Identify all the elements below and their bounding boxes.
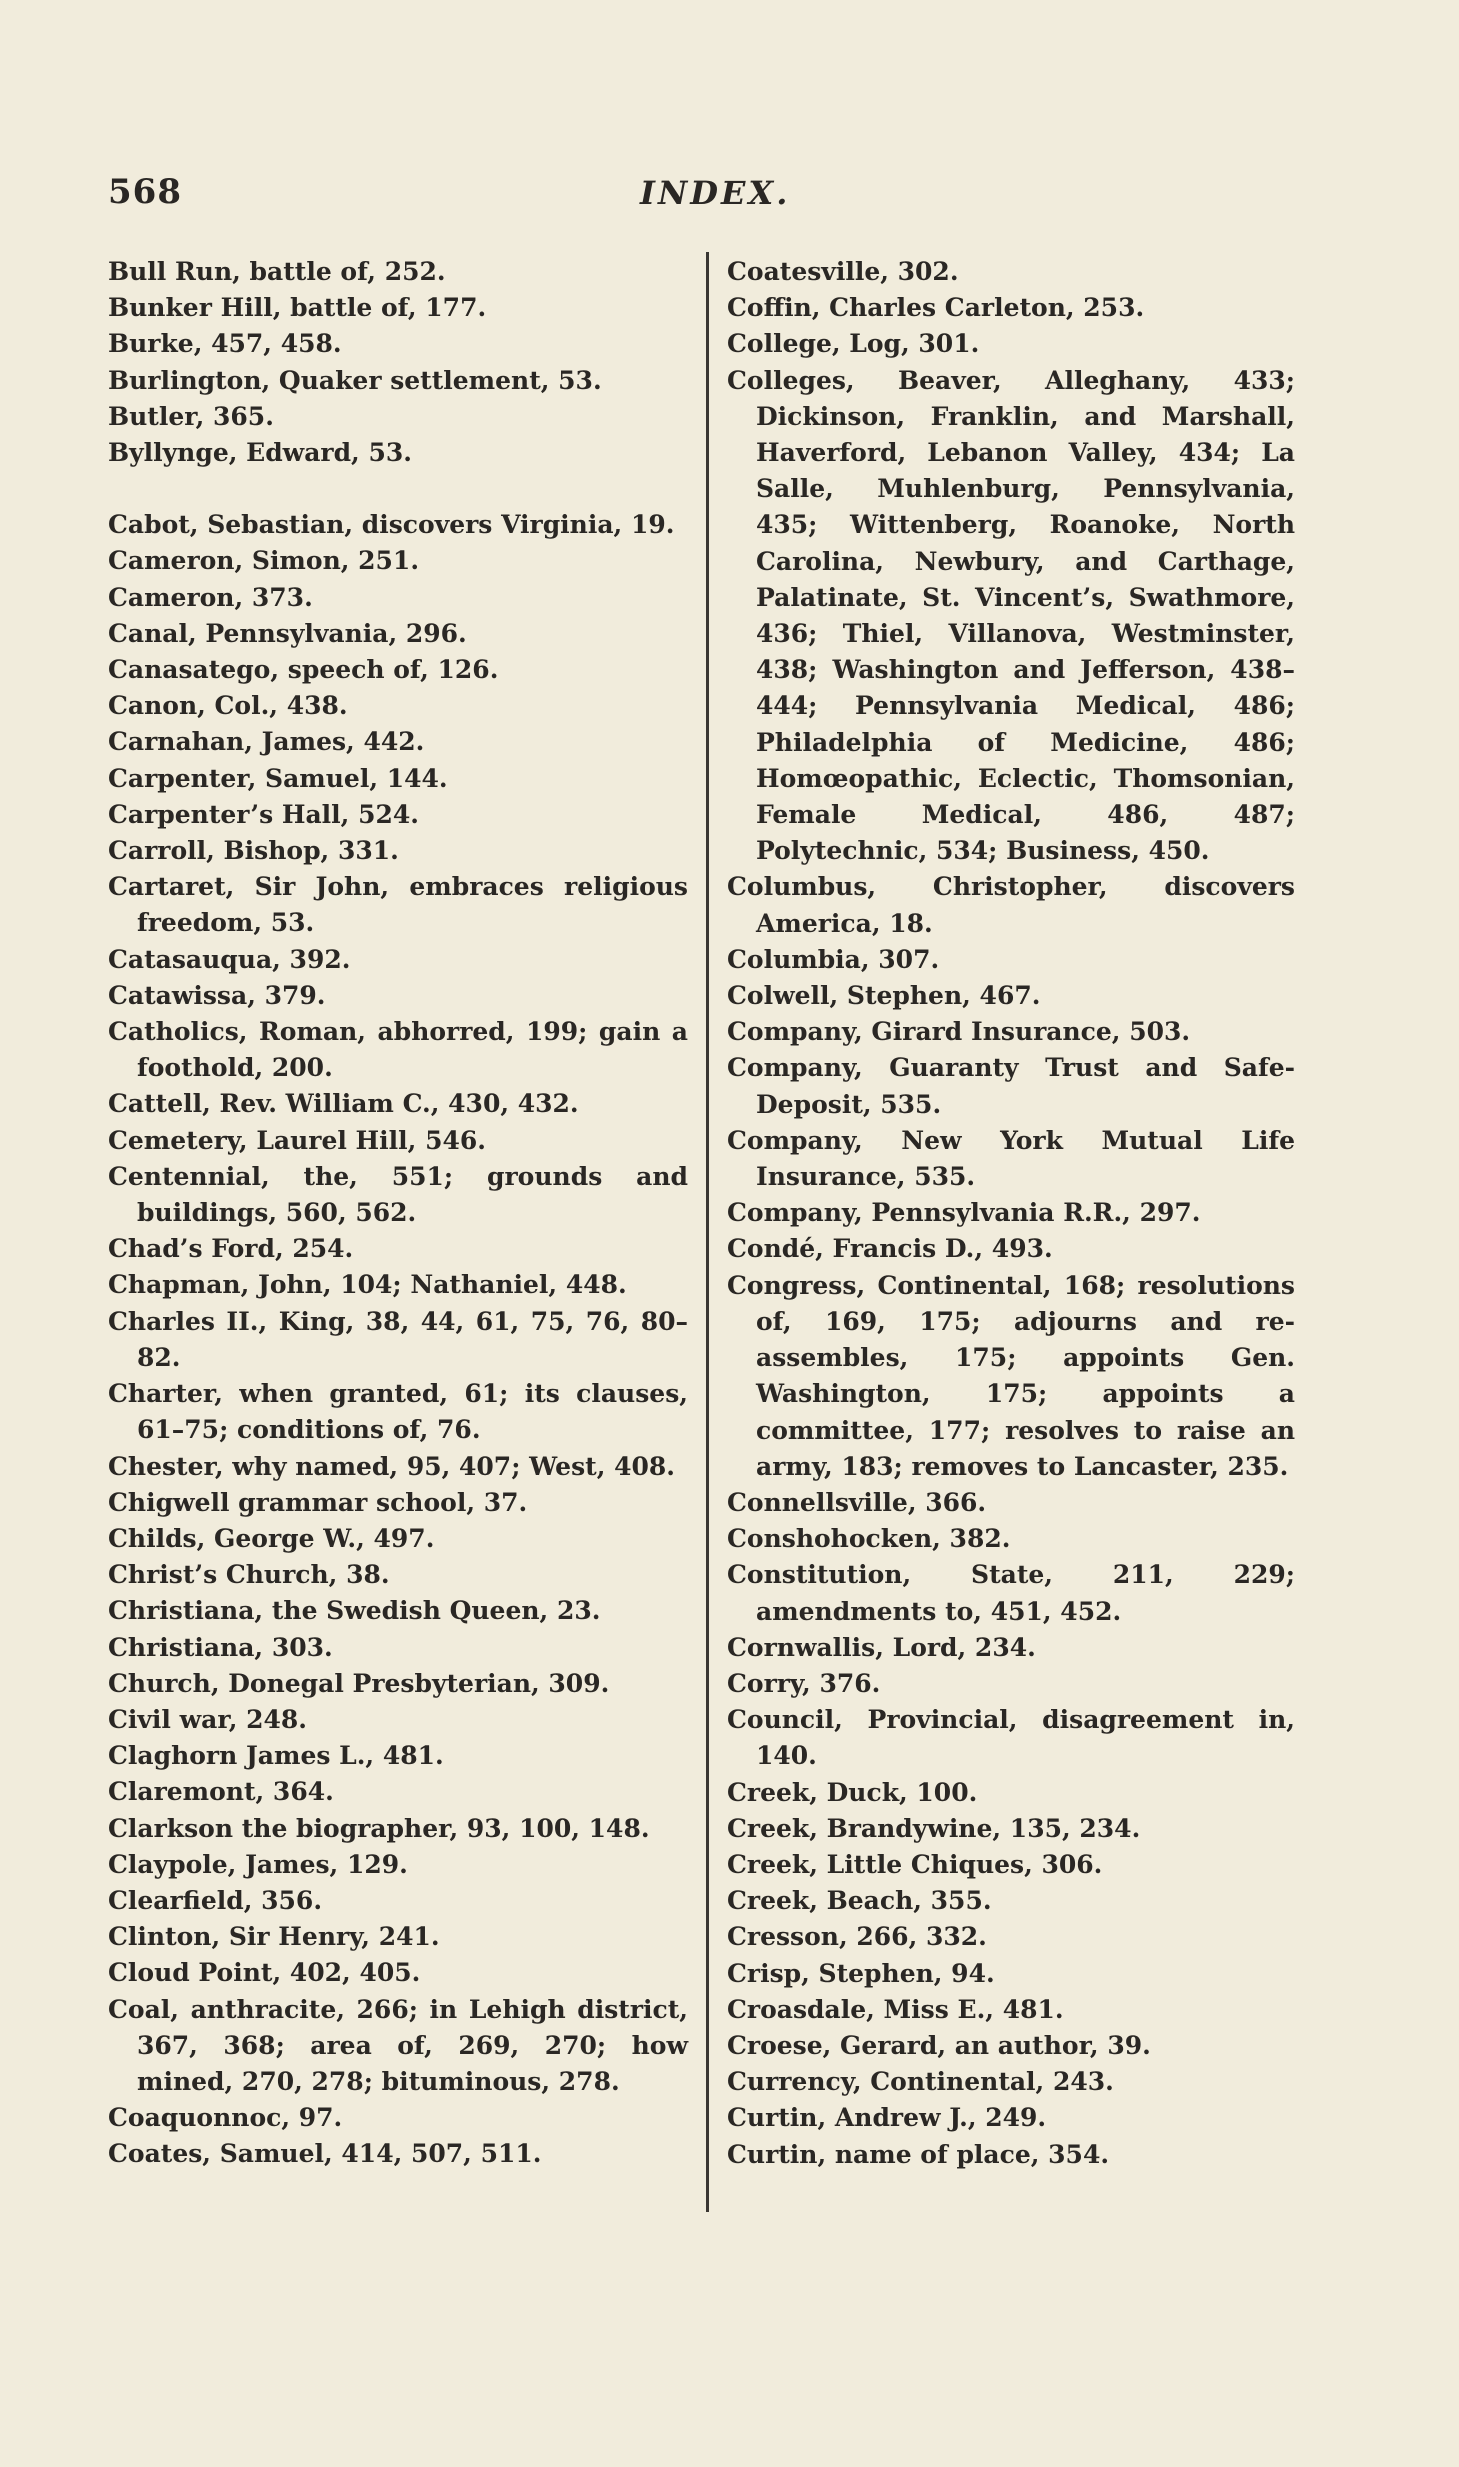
index-entry: Colwell, Stephen, 467. xyxy=(727,981,1041,1011)
index-entry: Corry, 376. xyxy=(727,1668,881,1698)
index-entry: Crisp, Stephen, 94. xyxy=(727,1958,995,1988)
index-entry: Butler, 365. xyxy=(108,401,274,431)
index-entry: Coatesville, 302. xyxy=(727,257,959,286)
index-entry: Claypole, James, 129. xyxy=(108,1849,408,1879)
index-entry: Carnahan, James, 442. xyxy=(108,727,425,757)
index-entry: Coaquonnoc, 97. xyxy=(108,2103,343,2133)
index-entry: Cameron, Simon, 251. xyxy=(108,546,420,576)
index-entry: Condé, Francis D., 493. xyxy=(727,1234,1053,1264)
index-entry: Curtin, Andrew J., 249. xyxy=(727,2103,1047,2133)
index-entry: Clearfield, 356. xyxy=(108,1885,323,1915)
index-entry: Christ’s Church, 38. xyxy=(108,1560,390,1590)
index-entry: Colleges, Beaver, Alleghany, 433; Dickinson, Franklin, and Marshall, Haverford, Lebanon Valley, 434; La Salle, Muhlenburg, Pennsylvania, 435; Wittenberg, Roanoke, North Carolina, Newbury, and Carthage, Palatinate, St. Vincent’s, Swathmore, 436; Thiel, Villanova, Westminster, 438; Washington and Jefferson, 438–444; Pennsylvania Medical, 486; Philadelphia of Medicine, 486; Homœopathic, Eclectic, Thomsonian, Female Medical, 486, 487; Polytechnic, 534; Business, 450. xyxy=(727,365,1295,866)
index-entry: Clinton, Sir Henry, 241. xyxy=(108,1922,440,1952)
index-entry: Creek, Little Chiques, 306. xyxy=(727,1849,1103,1879)
index-entry: Council, Provincial, disagreement in, 140. xyxy=(727,1705,1295,1771)
index-entry: Carroll, Bishop, 331. xyxy=(108,836,399,866)
index-entry: Columbus, Christopher, discovers America, 18. xyxy=(727,872,1295,938)
index-entry: Coates, Samuel, 414, 507, 511. xyxy=(108,2139,542,2169)
index-entry: Creek, Brandywine, 135, 234. xyxy=(727,1813,1141,1843)
index-entry: Chad’s Ford, 254. xyxy=(108,1234,354,1264)
index-entry: Cameron, 373. xyxy=(108,582,313,612)
index-entry: College, Log, 301. xyxy=(727,329,980,359)
index-entry: Coal, anthracite, 266; in Lehigh district, 367, 368; area of, 269, 270; how mined, 270, 278; bituminous, 278. xyxy=(108,1994,688,2096)
index-entry: Creek, Duck, 100. xyxy=(727,1777,978,1807)
index-entry: Coffin, Charles Carleton, 253. xyxy=(727,293,1145,323)
index-entry: Burlington, Quaker settlement, 53. xyxy=(108,365,602,395)
index-entry: Chester, why named, 95, 407; West, 408. xyxy=(108,1451,675,1481)
index-entry: Charles II., King, 38, 44, 61, 75, 76, 80–82. xyxy=(108,1306,688,1372)
index-entry: Columbia, 307. xyxy=(727,944,940,974)
index-entry: Byllynge, Edward, 53. xyxy=(108,438,412,468)
index-entry: Catawissa, 379. xyxy=(108,980,326,1010)
index-entry: Cattell, Rev. William C., 430, 432. xyxy=(108,1089,579,1119)
index-column-left xyxy=(108,254,688,2173)
index-entry: Congress, Continental, 168; resolutions of, 169, 175; adjourns and re-assembles, 175; appoints Gen. Washington, 175; appoints a committee, 177; resolves to raise an army, 183; removes to Lancaster, 235. xyxy=(727,1270,1295,1481)
index-entry: Constitution, State, 211, 229; amendments to, 451, 452. xyxy=(727,1560,1295,1626)
index-entry: Church, Donegal Presbyterian, 309. xyxy=(108,1668,610,1698)
index-entry: Christiana, the Swedish Queen, 23. xyxy=(108,1596,601,1626)
index-entry: Chapman, John, 104; Nathaniel, 448. xyxy=(108,1270,627,1300)
index-entry: Cloud Point, 402, 405. xyxy=(108,1958,421,1988)
index-entry: Currency, Continental, 243. xyxy=(727,2067,1114,2097)
index-entry: Curtin, name of place, 354. xyxy=(727,2139,1110,2169)
index-entry: Centennial, the, 551; grounds and buildings, 560, 562. xyxy=(108,1161,688,1228)
index-entry: Company, Girard Insurance, 503. xyxy=(727,1017,1191,1047)
index-entry: Carpenter, Samuel, 144. xyxy=(108,763,448,793)
column-divider xyxy=(706,252,709,2212)
index-entry: Charter, when granted, 61; its clauses, 61–75; conditions of, 76. xyxy=(108,1379,688,1445)
index-entry: Creek, Beach, 355. xyxy=(727,1886,992,1916)
running-head: INDEX. xyxy=(640,174,791,212)
index-entry: Chigwell grammar school, 37. xyxy=(108,1487,528,1517)
index-entry: Conshohocken, 382. xyxy=(727,1524,1011,1554)
index-entry: Cartaret, Sir John, embraces religious freedom, 53. xyxy=(108,872,688,938)
index-entry: Cemetery, Laurel Hill, 546. xyxy=(108,1125,486,1155)
page-number: 568 xyxy=(108,172,182,212)
index-entry: Carpenter’s Hall, 524. xyxy=(108,799,419,829)
index-entry: Claghorn James L., 481. xyxy=(108,1741,444,1771)
index-entry: Burke, 457, 458. xyxy=(108,329,342,359)
index-entry: Cabot, Sebastian, discovers Virginia, 19. xyxy=(108,510,675,540)
index-entry: Bunker Hill, battle of, 177. xyxy=(108,293,487,323)
index-entry: Christiana, 303. xyxy=(108,1632,333,1662)
index-entry: Civil war, 248. xyxy=(108,1704,307,1734)
index-column-right xyxy=(727,254,1295,2173)
index-entry: Company, New York Mutual Life Insurance, 535. xyxy=(727,1125,1295,1192)
index-entry: Canal, Pennsylvania, 296. xyxy=(108,618,467,648)
index-entry: Cornwallis, Lord, 234. xyxy=(727,1632,1036,1662)
index-entry: Croasdale, Miss E., 481. xyxy=(727,1994,1064,2024)
index-entry: Canasatego, speech of, 126. xyxy=(108,655,499,685)
index-entry: Catasauqua, 392. xyxy=(108,944,351,974)
index-entry: Croese, Gerard, an author, 39. xyxy=(727,2030,1151,2060)
index-entry: Company, Pennsylvania R.R., 297. xyxy=(727,1198,1201,1228)
index-entry: Bull Run, battle of, 252. xyxy=(108,257,446,286)
index-entry: Canon, Col., 438. xyxy=(108,691,348,721)
section-gap xyxy=(108,471,688,507)
index-entry: Claremont, 364. xyxy=(108,1777,334,1807)
index-entry: Clarkson the biographer, 93, 100, 148. xyxy=(108,1813,650,1843)
index-entry: Cresson, 266, 332. xyxy=(727,1922,987,1952)
index-entry: Catholics, Roman, abhorred, 199; gain a foothold, 200. xyxy=(108,1017,688,1083)
index-entry: Childs, George W., 497. xyxy=(108,1523,435,1553)
index-entry: Company, Guaranty Trust and Safe-Deposit, 535. xyxy=(727,1053,1295,1119)
index-entry: Connellsville, 366. xyxy=(727,1487,987,1517)
